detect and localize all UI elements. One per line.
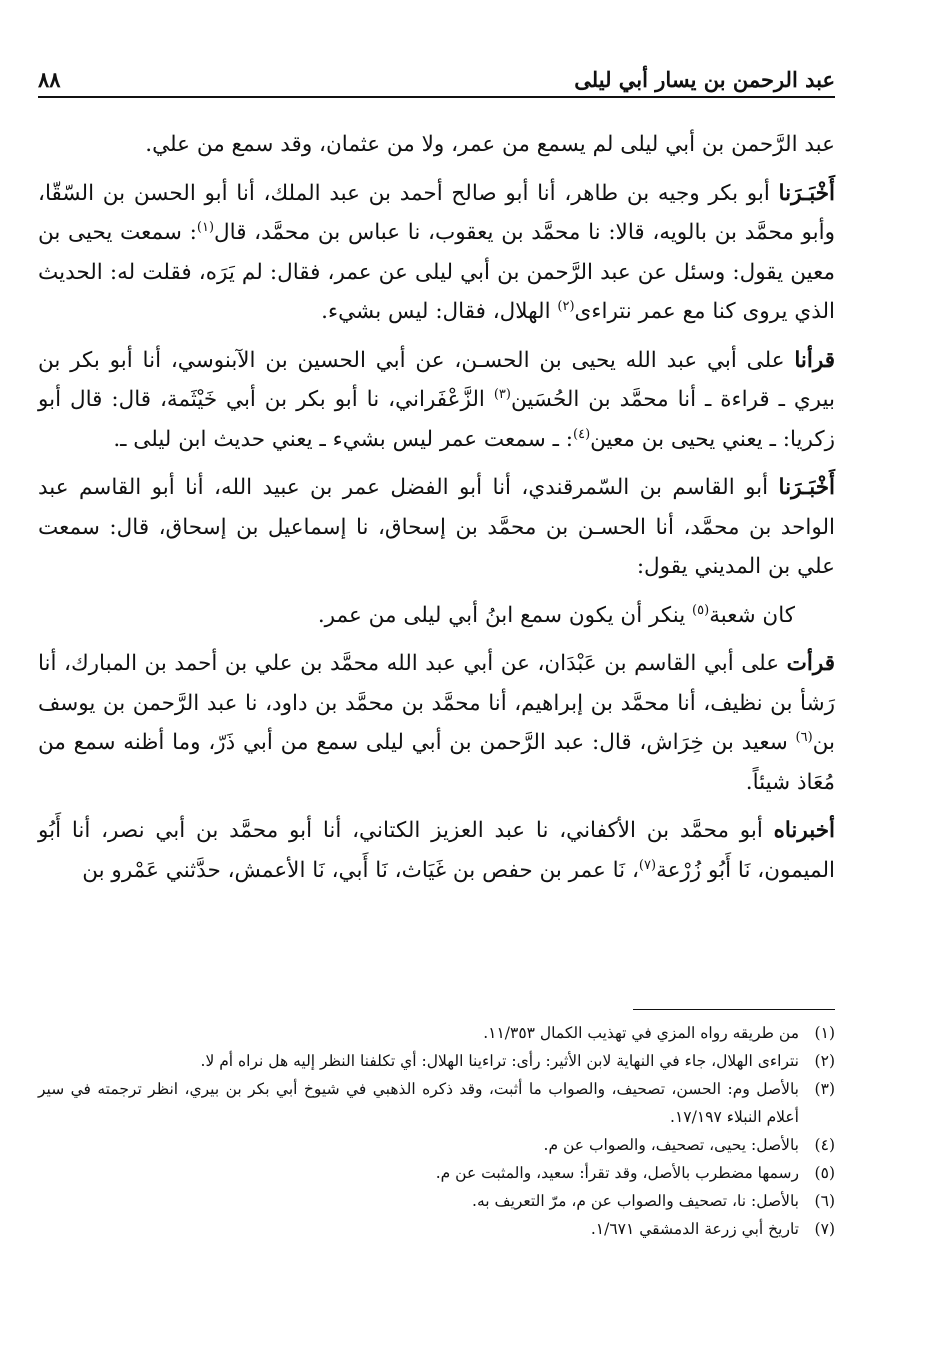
paragraph-text: على أبي عبد الله يحيى بن الحسـن، عن أبي الحسين بن الآبنوسي، أنا أبو بكر بن بيري ـ قراءة ـ أنا محمَّد بن الحُسَين xyxy=(38,347,835,412)
footnote xyxy=(38,1159,835,1187)
footnote-ref: (٧) xyxy=(638,857,657,873)
running-header xyxy=(38,60,835,98)
footnote xyxy=(38,1019,835,1047)
footnote-text: بالأصل: نا، تصحيف والصواب عن م، مرّ التعريف به. xyxy=(472,1192,799,1210)
paragraph-lead-word: أَخْبَـرَنا xyxy=(778,475,835,500)
footnote-ref: (٣) xyxy=(493,386,511,402)
quoted-paragraph xyxy=(38,596,835,636)
paragraph xyxy=(38,341,835,460)
page-number: ٨٨ xyxy=(38,67,61,92)
paragraph-text: ينكر أن يكون سمع ابنُ أبي ليلى من عمر. xyxy=(317,602,693,628)
paragraph-text: أبو بكر وجيه بن طاهر، أنا أبو صالح أحمد بن عبد الملك، أنا أبو الحسن بن السّقّا، وأبو محمَّد بن بالويه، قالا: نا محمَّد بن يعقوب، نا عباس بن محمَّد، قال xyxy=(38,180,835,245)
running-title: عبد الرحمن بن يسار أبي ليلى xyxy=(574,67,835,92)
paragraph-lead-word: قرأت xyxy=(786,651,835,676)
footnote-number: (٣) xyxy=(814,1080,835,1098)
footnote-number: (٧) xyxy=(814,1220,835,1238)
footnote-ref: (٥) xyxy=(692,602,710,618)
paragraph-lead-word: أخبرناه xyxy=(773,818,835,843)
footnote xyxy=(38,1075,835,1131)
paragraph-text: الزَّعْفَراني، نا أبو بكر بن أبي خَيْثَمة، قال: قال أبو زكريا: ـ يعني يحيى بن معين xyxy=(38,387,835,452)
footnote-ref: (٢) xyxy=(557,298,575,314)
paragraph-text: : ـ سمعت عمر ليس بشيء ـ يعني حديث ابن ليلى ـ. xyxy=(113,426,573,452)
footnote xyxy=(38,1215,835,1243)
paragraph-text: كان شعبة xyxy=(709,602,795,628)
footnote-ref: (٤) xyxy=(573,426,591,442)
main-text xyxy=(38,125,835,899)
paragraph xyxy=(38,811,835,890)
paragraph-text: : سمعت يحيى بن معين يقول: وسئل عن عبد الرَّحمن بن أبي ليلى عن عمر، فقال: لم يَرَه، فقلت له: الحديث الذي يروى كنا مع عمر نتراءى xyxy=(38,220,835,324)
paragraph-text: سعيد بن خِرَاش، قال: عبد الرَّحمن بن أبي ليلى سمع من أبي ذَرّ، وما أظنه سمع من مُعَاذ شيئاً. xyxy=(38,730,835,795)
footnote-ref: (١) xyxy=(196,219,215,235)
paragraph-text: الهلال، فقال: ليس بشيء. xyxy=(321,299,558,324)
footnote-number: (٢) xyxy=(814,1052,835,1070)
paragraph-text: أبو محمَّد بن الأكفاني، نا عبد العزيز الكتاني، أنا أبو محمَّد بن أبي نصر، أنا أَبُو الميمون، نَا أَبُو زُرْعة xyxy=(38,818,835,883)
footnote-text: تاريخ أبي زرعة الدمشقي ١/٦٧١. xyxy=(590,1220,799,1238)
paragraph-lead-word: أَخْبَـرَنا xyxy=(778,180,835,206)
footnote-text: من طريقه رواه المزي في تهذيب الكمال ١١/٣٥٣. xyxy=(483,1024,799,1042)
footnote-number: (٤) xyxy=(814,1136,835,1154)
paragraph-lead-word: قرأنا xyxy=(794,347,835,373)
paragraph xyxy=(38,125,835,165)
footnote xyxy=(38,1187,835,1215)
footnote-text: بالأصل وم: الحسن، تصحيف، والصواب ما أثبت، وقد ذكره الذهبي في شيوخ أبي بكر بن بيري، انظر ترجمته في سير أعلام النبلاء ١٧/١٩٧. xyxy=(38,1080,799,1126)
paragraph-text: أبو القاسم بن السّمرقندي، أنا أبو الفضل عمر بن عبيد الله، أنا أبو القاسم عبد الواحد بن محمَّد، أنا الحسـن بن محمَّد بن إسحاق، نا إسماعيل بن إسحاق، قال: سمعت علي بن المديني يقول: xyxy=(38,475,835,579)
paragraph-text: ، نَا عمر بن حفص بن غَيَاث، نَا أَبي، نَا الأعمش، حدَّثني عَمْرو بن xyxy=(82,857,639,883)
paragraph xyxy=(38,644,835,802)
paragraph xyxy=(38,174,835,332)
footnote-text: بالأصل: يحيى، تصحيف، والصواب عن م. xyxy=(543,1136,799,1154)
footnote xyxy=(38,1047,835,1075)
footnote xyxy=(38,1131,835,1159)
footnote-divider xyxy=(633,1009,835,1010)
paragraph-text: عبد الرَّحمن بن أبي ليلى لم يسمع من عمر، ولا من عثمان، وقد سمع من علي. xyxy=(145,132,835,157)
footnote-text: نتراءى الهلال، جاء في النهاية لابن الأثير: رأى: تراءينا الهلال: أي تكلفنا النظر إليه هل نراه أم لا. xyxy=(200,1052,799,1070)
footnotes xyxy=(38,1019,835,1243)
paragraph xyxy=(38,468,835,587)
footnote-number: (٦) xyxy=(814,1192,835,1210)
footnote-number: (١) xyxy=(814,1024,835,1042)
paragraph-text: على أبي القاسم بن عَبْدَان، عن أبي عبد الله محمَّد بن علي بن أحمد بن المبارك، أنا رَشأ بن نظيف، أنا محمَّد بن إبراهيم، أنا محمَّد بن محمَّد بن داود، نا عبد الرَّحمن بن يوسف بن xyxy=(38,651,835,755)
footnote-ref: (٦) xyxy=(795,729,813,745)
footnote-text: رسمها مضطرب بالأصل، وقد تقرأ: سعيد، والمثبت عن م. xyxy=(435,1164,799,1182)
footnote-number: (٥) xyxy=(814,1164,835,1182)
